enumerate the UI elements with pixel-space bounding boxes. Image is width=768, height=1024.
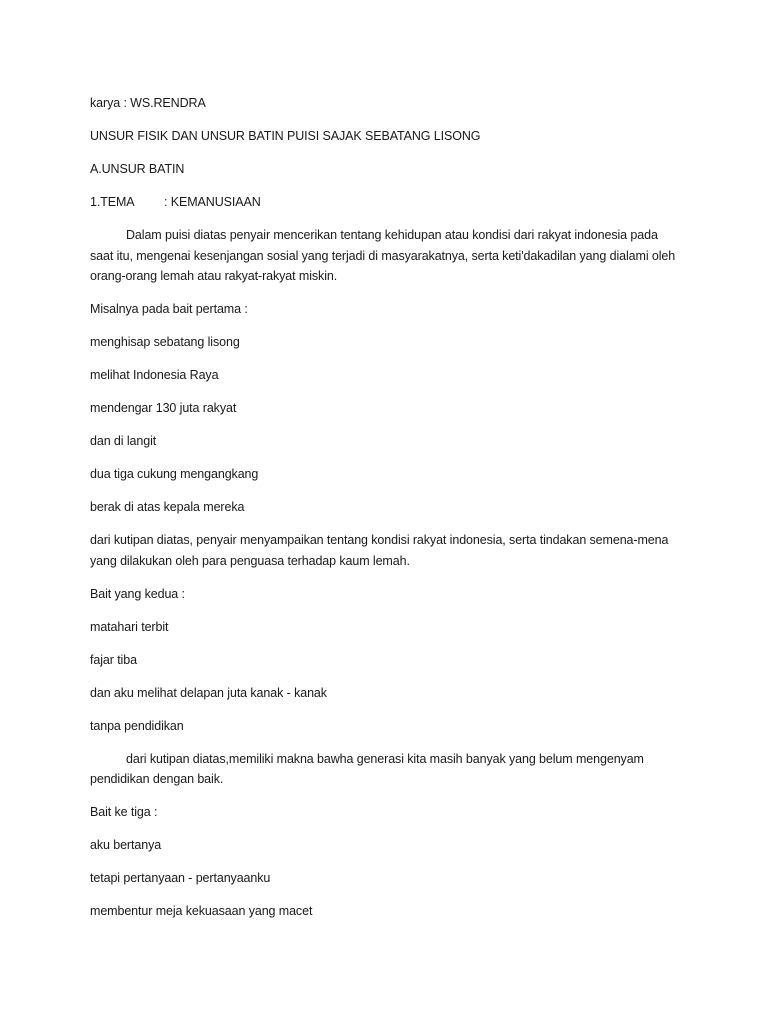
poem-line: melihat Indonesia Raya: [90, 368, 219, 382]
tema-value: : KEMANUSIAAN: [164, 195, 261, 209]
poem-line: dan aku melihat delapan juta kanak - kanak: [90, 685, 327, 700]
section-heading: A.UNSUR BATIN: [90, 162, 185, 176]
tema-label: 1.TEMA: [90, 195, 135, 209]
paragraph-2: dari kutipan diatas, penyair menyampaikan tentang kondisi rakyat indonesia, serta tindakan semena-mena yang dilakukan oleh para penguasa terhadap kaum lemah.: [90, 533, 669, 568]
bait-1-intro: Misalnya pada bait pertama :: [90, 302, 248, 316]
poem-line: dua tiga cukung mengangkang: [90, 467, 259, 481]
poem-line: berak di atas kepala mereka: [90, 500, 245, 514]
bait-2-intro: Bait yang kedua :: [90, 586, 185, 601]
poem-line: tetapi pertanyaan - pertanyaanku: [90, 871, 271, 885]
poem-line: tanpa pendidikan: [90, 718, 184, 733]
author-line: karya : WS.RENDRA: [90, 96, 206, 110]
poem-line: mendengar 130 juta rakyat: [90, 401, 237, 415]
poem-line: membentur meja kekuasaan yang macet: [90, 904, 313, 918]
poem-line: fajar tiba: [90, 652, 137, 667]
paragraph-1: Dalam puisi diatas penyair mencerikan tentang kehidupan atau kondisi dari rakyat indonesia pada saat itu, mengenai kesenjangan sosial yang terjadi di masyarakatnya, serta keti'dakadilan yang dialami oleh orang-orang lemah atau rakyat-rakyat miskin.: [90, 228, 676, 283]
poem-line: matahari terbit: [90, 619, 169, 634]
poem-line: menghisap sebatang lisong: [90, 335, 240, 349]
tema-row: [90, 192, 680, 213]
document-title: UNSUR FISIK DAN UNSUR BATIN PUISI SAJAK SEBATANG LISONG: [90, 129, 481, 143]
bait-3-intro: Bait ke tiga :: [90, 805, 158, 819]
paragraph-3: dari kutipan diatas,memiliki makna bawha generasi kita masih banyak yang belum mengenyam pendidikan dengan baik.: [90, 751, 644, 786]
document-body: [90, 93, 680, 934]
poem-line: aku bertanya: [90, 838, 162, 852]
poem-line: dan di langit: [90, 434, 157, 448]
